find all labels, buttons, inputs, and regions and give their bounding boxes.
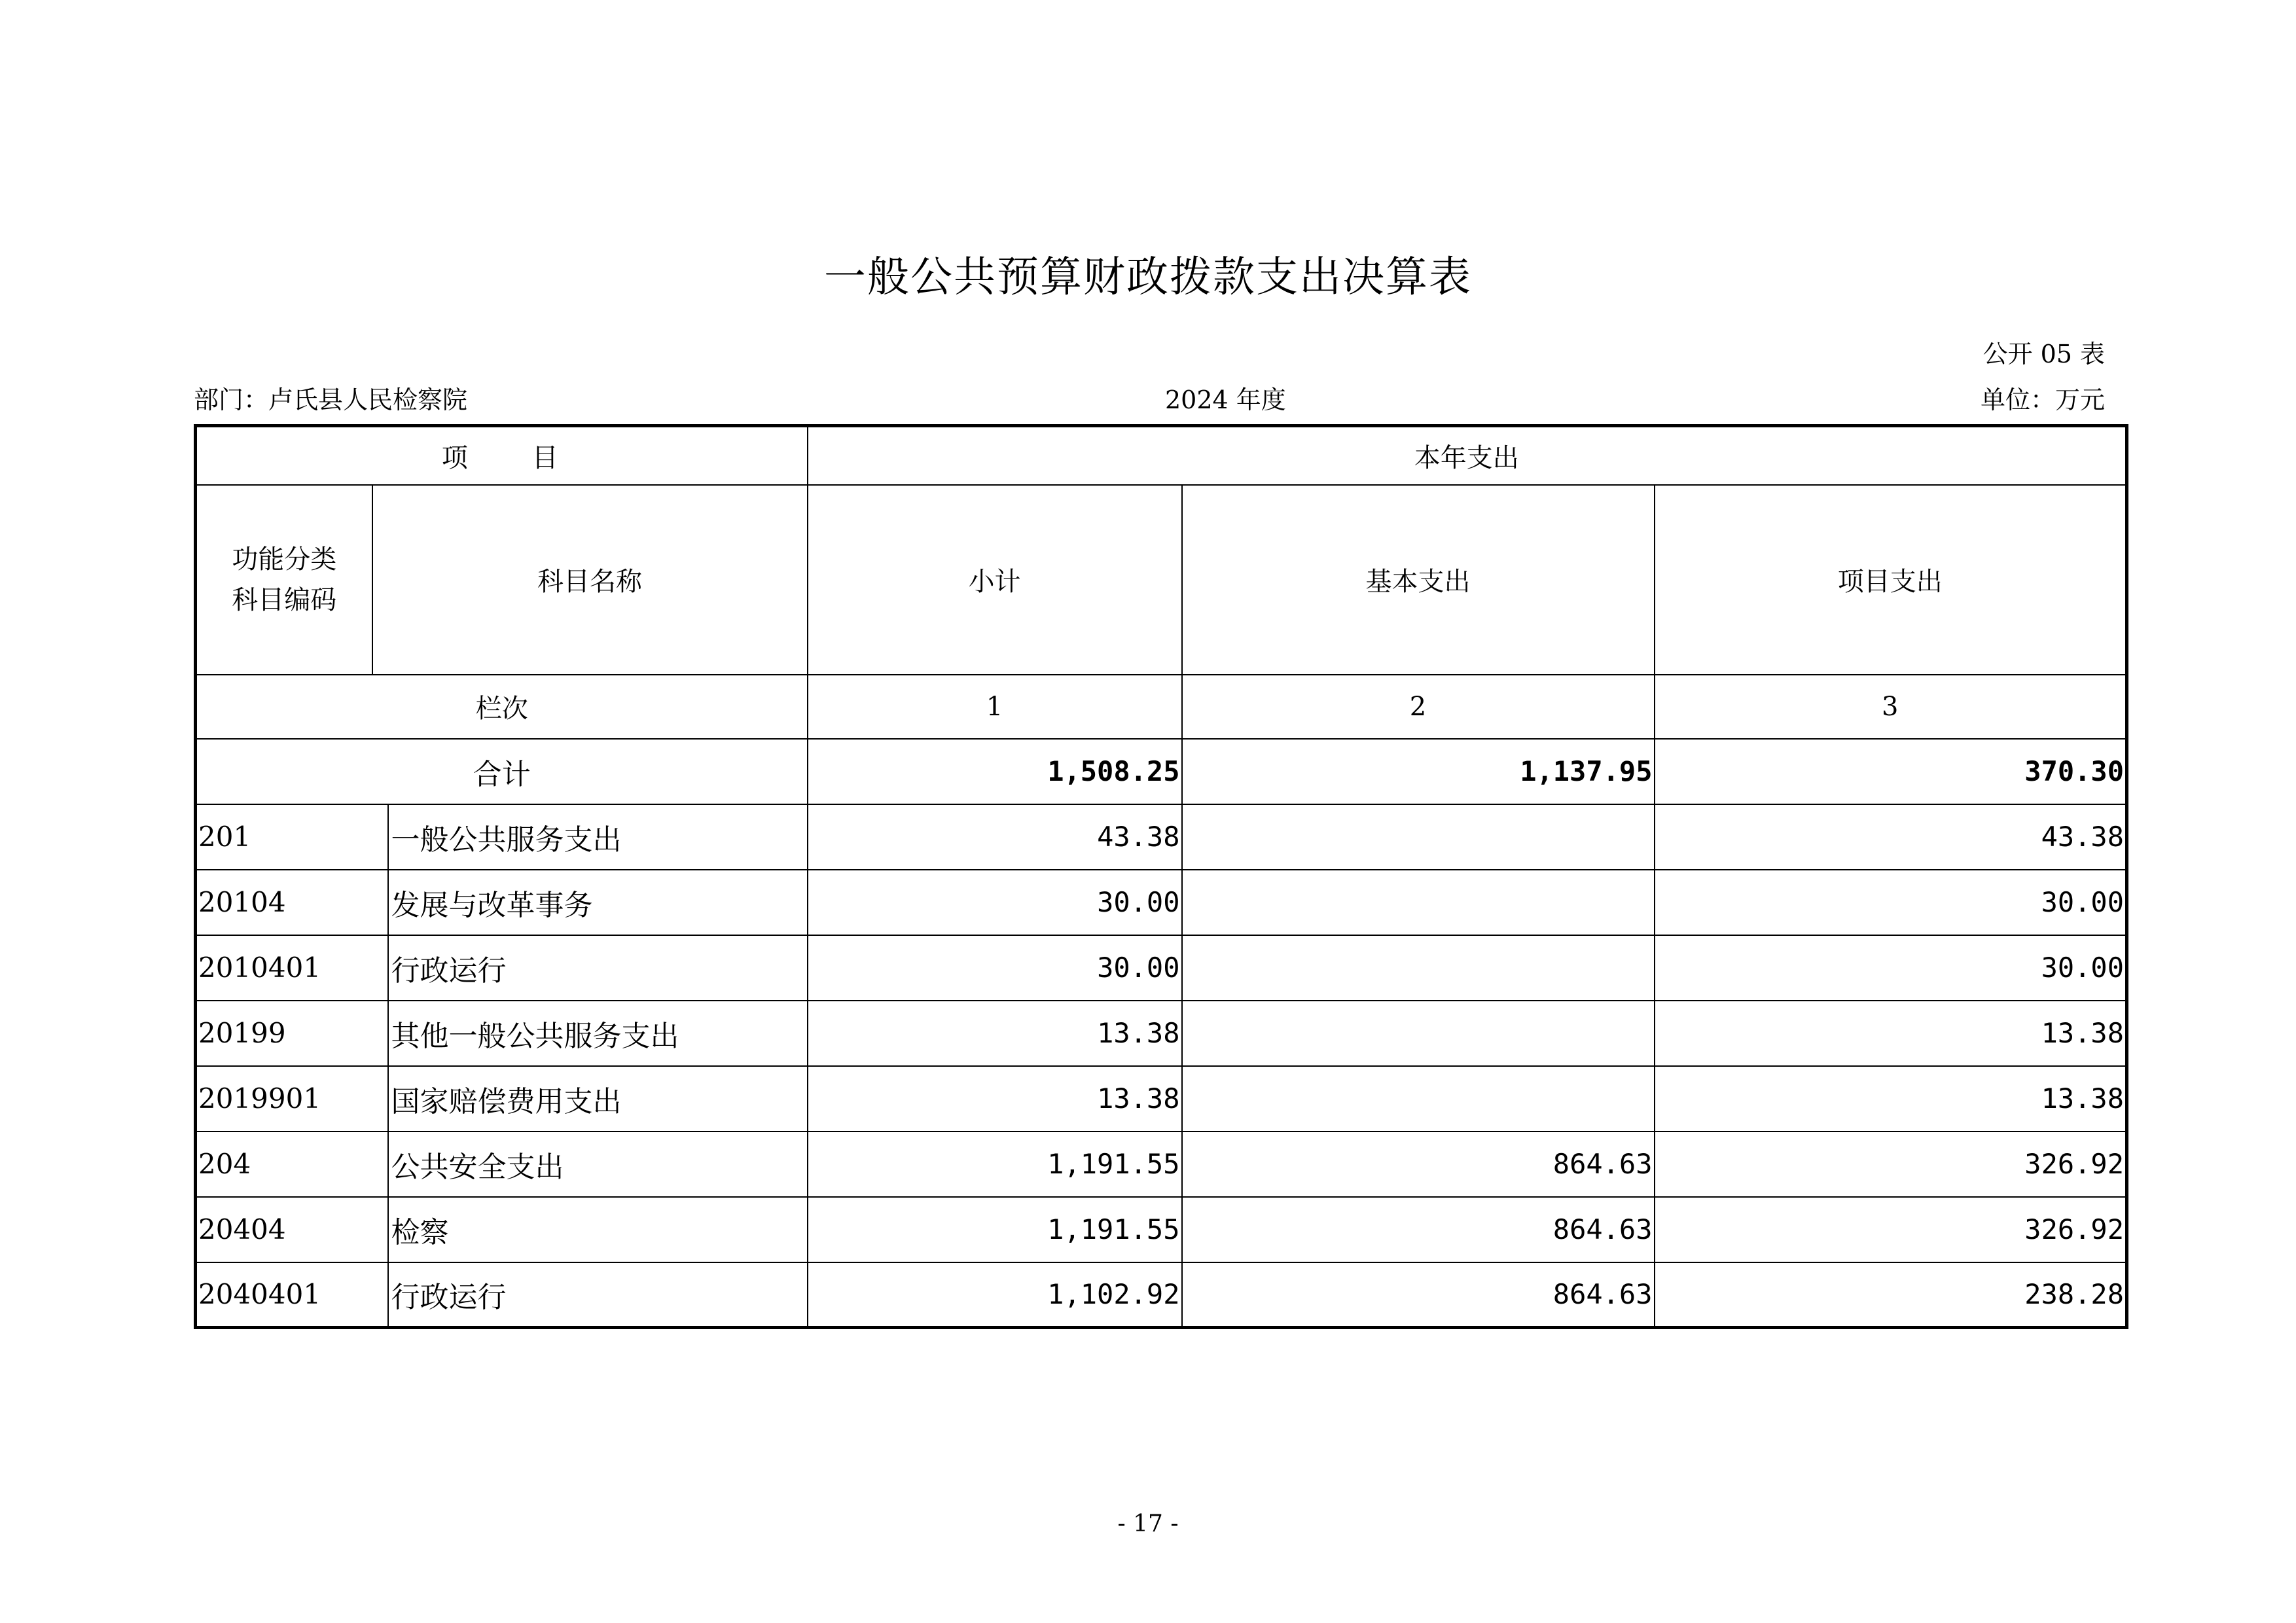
row-basic: 864.63: [1182, 1197, 1655, 1262]
header-basic-expense: 基本支出: [1182, 485, 1655, 675]
header-func-code-line1: 功能分类: [232, 544, 337, 575]
column-index-row: [196, 675, 2127, 739]
header-current-year-expense: 本年支出: [808, 426, 2127, 485]
header-func-code: [196, 485, 372, 675]
table-row: [196, 1066, 2127, 1132]
table-row: [196, 935, 2127, 1001]
total-project: 370.30: [1655, 739, 2127, 804]
table-row: [196, 870, 2127, 935]
fiscal-year: 2024 年度: [1165, 385, 1286, 414]
row-project: 326.92: [1655, 1132, 2127, 1197]
table-row: [196, 804, 2127, 870]
row-basic: [1182, 804, 1655, 870]
header-row-1: [196, 426, 2127, 485]
row-code: 20404: [196, 1197, 388, 1262]
row-subtotal: 13.38: [808, 1001, 1182, 1066]
row-project: 13.38: [1655, 1001, 2127, 1066]
row-subtotal: 1,191.55: [808, 1132, 1182, 1197]
table-row: [196, 1262, 2127, 1328]
row-name: 一般公共服务支出: [388, 804, 808, 870]
row-subtotal: 1,102.92: [808, 1262, 1182, 1328]
row-subtotal: 1,191.55: [808, 1197, 1182, 1262]
total-basic: 1,137.95: [1182, 739, 1655, 804]
header-row-2: [196, 485, 2127, 675]
row-basic: [1182, 1066, 1655, 1132]
column-index-2: 2: [1182, 675, 1655, 739]
row-name: 行政运行: [388, 935, 808, 1001]
row-code: 204: [196, 1132, 388, 1197]
page-number: - 17 -: [1117, 1510, 1179, 1537]
row-basic: [1182, 870, 1655, 935]
row-project: 238.28: [1655, 1262, 2127, 1328]
table-row: [196, 1001, 2127, 1066]
header-subtotal: 小计: [808, 485, 1182, 675]
header-subject-name: 科目名称: [372, 485, 808, 675]
row-subtotal: 43.38: [808, 804, 1182, 870]
row-project: 30.00: [1655, 935, 2127, 1001]
form-number: 公开 05 表: [1982, 340, 2105, 368]
total-row: [196, 739, 2127, 804]
row-basic: [1182, 1001, 1655, 1066]
column-index-label: 栏次: [196, 675, 808, 739]
header-project-expense: 项目支出: [1655, 485, 2127, 675]
row-name: 行政运行: [388, 1262, 808, 1328]
total-subtotal: 1,508.25: [808, 739, 1182, 804]
row-project: 13.38: [1655, 1066, 2127, 1132]
page-title: 一般公共预算财政拨款支出决算表: [824, 253, 1472, 302]
row-name: 公共安全支出: [388, 1132, 808, 1197]
row-code: 2040401: [196, 1262, 388, 1328]
row-basic: [1182, 935, 1655, 1001]
currency-unit: 单位：万元: [1980, 385, 2105, 414]
header-item: 项 目: [196, 426, 808, 485]
row-subtotal: 30.00: [808, 935, 1182, 1001]
row-basic: 864.63: [1182, 1262, 1655, 1328]
row-code: 2019901: [196, 1066, 388, 1132]
row-subtotal: 13.38: [808, 1066, 1182, 1132]
row-project: 326.92: [1655, 1197, 2127, 1262]
row-name: 国家赔偿费用支出: [388, 1066, 808, 1132]
column-index-1: 1: [808, 675, 1182, 739]
row-code: 201: [196, 804, 388, 870]
row-project: 30.00: [1655, 870, 2127, 935]
row-name: 检察: [388, 1197, 808, 1262]
row-subtotal: 30.00: [808, 870, 1182, 935]
budget-table: [194, 424, 2128, 1329]
row-code: 20104: [196, 870, 388, 935]
row-code: 20199: [196, 1001, 388, 1066]
row-code: 2010401: [196, 935, 388, 1001]
header-func-code-line2: 科目编码: [232, 584, 337, 615]
row-basic: 864.63: [1182, 1132, 1655, 1197]
row-name: 发展与改革事务: [388, 870, 808, 935]
table-row: [196, 1132, 2127, 1197]
table-row: [196, 1197, 2127, 1262]
row-name: 其他一般公共服务支出: [388, 1001, 808, 1066]
total-label: 合计: [196, 739, 808, 804]
department-label: 部门：卢氏县人民检察院: [194, 385, 468, 414]
row-project: 43.38: [1655, 804, 2127, 870]
column-index-3: 3: [1655, 675, 2127, 739]
